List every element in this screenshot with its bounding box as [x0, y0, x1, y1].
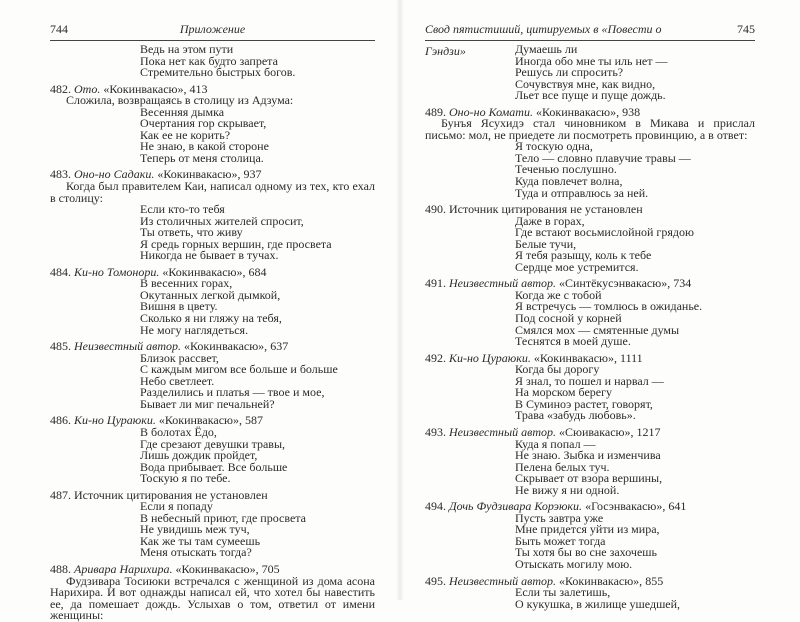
- poem-line: Я знал, то пошел и нарвал —: [515, 373, 664, 388]
- entry-author: Ки-но Цураюки.: [449, 350, 531, 365]
- poem-stanza: [50, 204, 375, 262]
- poem-entry-487: [50, 487, 375, 560]
- poem-line: Если кто-то тебя: [140, 202, 225, 217]
- poem-line: Я тоскую одна,: [515, 139, 593, 154]
- left-running-header: [50, 18, 375, 41]
- poem-line: В болотах Ёдо,: [140, 424, 217, 439]
- poem-line: О кукушка, в жилище ушедшей,: [515, 596, 681, 611]
- poem-line: Теченью послушно.: [515, 162, 617, 177]
- entry-ref: 641: [668, 499, 687, 514]
- poem-entry-488: [50, 561, 375, 622]
- poem-line: Я средь горных вершин, где просвета: [140, 236, 332, 251]
- poem-line: Я тебя разыщу, коль к тебе: [515, 248, 652, 263]
- poem-entry-489: [425, 104, 755, 200]
- poem-entry-486: [50, 415, 375, 484]
- right-page-body: [425, 44, 755, 610]
- entry-source: «Кокинвакасю»,: [175, 561, 259, 576]
- poem-entry-490: [425, 204, 755, 273]
- entry-author: Ки-но Цураюки.: [74, 413, 156, 428]
- entry-source: «Кокинвакасю»,: [103, 81, 187, 96]
- poem-line: Пусть завтра уже: [515, 510, 604, 525]
- poem-line: Сочувствуя мне, как видно,: [515, 76, 656, 91]
- poem-line: Сколько я ни гляжу на тебя,: [140, 311, 282, 326]
- entry-source: «Кокинвакасю»,: [535, 104, 620, 119]
- entry-number: 490.: [425, 202, 446, 217]
- entry-ref: 705: [261, 561, 280, 576]
- poem-line: Сердце мое устремится.: [515, 259, 639, 274]
- entry-author: Оно-но Садаки.: [74, 167, 155, 182]
- poem-line: Быть может тогда: [515, 533, 606, 548]
- poem-stanza: [425, 44, 755, 102]
- right-page: [400, 0, 800, 611]
- poem-line: Смялся мох — смятенные думы: [515, 322, 680, 337]
- entry-number: 491.: [425, 276, 446, 291]
- entry-number: 483.: [50, 167, 71, 182]
- entry-ref: 637: [270, 339, 289, 354]
- poem-line: Очертания гор скрывает,: [140, 116, 267, 131]
- poem-entry-491: [425, 278, 755, 347]
- entry-author: Неизвестный автор.: [449, 276, 556, 291]
- left-page-body: [50, 44, 375, 622]
- entry-number: 486.: [50, 413, 71, 428]
- entry-author: Неизвестный автор.: [449, 424, 556, 439]
- poem-line: Льет все пуще и пуще дождь.: [515, 88, 666, 103]
- poem-line: Окутанных легкой дымкой,: [140, 287, 281, 302]
- poem-stanza: [425, 587, 755, 610]
- poem-line: В небесный приют, где просвета: [140, 510, 306, 525]
- poem-line: Где срезают девушки травы,: [140, 436, 286, 451]
- entry-author: Аривара Нарихира.: [74, 561, 173, 576]
- poem-entry-493: [425, 424, 755, 497]
- poem-stanza: [425, 436, 755, 497]
- poem-stanza: [50, 44, 375, 79]
- poem-line: Если я попаду: [140, 499, 213, 514]
- poem-line: Не знаю, в какой стороне: [140, 139, 269, 154]
- poem-line: Теперь от меня столица.: [140, 150, 264, 165]
- entry-number: 487.: [50, 487, 71, 502]
- poem-line: Как ее не корить?: [140, 127, 231, 142]
- entry-source: «Госэнвакасю»,: [585, 499, 666, 514]
- poem-line: Не могу наглядеться.: [140, 322, 249, 337]
- poem-line: Близок рассвет,: [140, 350, 219, 365]
- entry-preface: Бунъя Ясухидэ стал чиновником в Микава и прислал письмо: мол, не приедете ли посмотреть провинцию, а в ответ:: [425, 116, 755, 142]
- poem-line: Где встают восьмислойной грядою: [515, 225, 694, 240]
- poem-line: Ты ответь, что живу: [140, 225, 243, 240]
- entry-author: Оно-но Комати.: [449, 104, 533, 119]
- entry-author: Дочь Фудзивара Корэюки.: [449, 499, 583, 514]
- continued-poem: [425, 44, 755, 102]
- entry-author: Ки-но Томонори.: [74, 264, 160, 279]
- poem-line: Теснятся в моей душе.: [515, 334, 631, 349]
- entry-source: «Сюивакасю»,: [559, 424, 634, 439]
- poem-line: Бывает ли миг печальней?: [140, 396, 275, 411]
- entry-heading: [425, 204, 755, 216]
- entry-number: 494.: [425, 499, 446, 514]
- right-running-head: Свод пятистиший, цитируемых в «Повести о Гэндзи»: [425, 22, 662, 58]
- entry-ref: 937: [243, 167, 262, 182]
- poem-line: Пока нет как будто запрета: [140, 53, 278, 68]
- entry-ref: 855: [645, 573, 664, 588]
- poem-line: Куда повлечет волна,: [515, 174, 623, 189]
- entry-source: «Кокинвакасю»,: [162, 264, 246, 279]
- poem-entry-495: [425, 573, 755, 611]
- poem-entry-492: [425, 350, 755, 423]
- poem-line: Лишь дождик пройдет,: [140, 448, 258, 463]
- poem-stanza: [50, 501, 375, 559]
- poem-line: Как же ты там сумеешь: [140, 533, 261, 548]
- entry-source: «Кокинвакасю»,: [533, 350, 618, 365]
- poem-entry-482: [50, 81, 375, 165]
- poem-line: Отыскать могилу мою.: [515, 556, 633, 571]
- poem-line: С каждым мигом все больше и больше: [140, 362, 338, 377]
- poem-line: Никогда не бывает в тучах.: [140, 248, 279, 263]
- poem-line: Даже в горах,: [515, 213, 585, 228]
- poem-line: Думаешь ли: [515, 42, 578, 56]
- entry-number: 484.: [50, 264, 71, 279]
- poem-line: Ведь на этом пути: [140, 42, 234, 56]
- entry-number: 488.: [50, 561, 71, 576]
- poem-line: Под сосной у корней: [515, 311, 622, 326]
- poem-line: Когда бы дорогу: [515, 362, 600, 377]
- entry-ref: 938: [622, 104, 641, 119]
- poem-line: Белые тучи,: [515, 236, 577, 251]
- entry-source: «Кокинвакасю»,: [157, 167, 241, 182]
- poem-line: Вода прибывает. Все больше: [140, 459, 288, 474]
- poem-line: Мне придется уйти из мира,: [515, 522, 660, 537]
- poem-line: Вишня в цвету.: [140, 299, 218, 314]
- poem-stanza: [50, 424, 375, 486]
- poem-line: В Суминоэ растет, говорят,: [515, 396, 653, 411]
- poem-stanza: [50, 104, 375, 165]
- entry-number: 485.: [50, 339, 71, 354]
- entry-author: Неизвестный автор.: [74, 339, 181, 354]
- entry-source: «Кокинвакасю»,: [559, 573, 643, 588]
- entry-preface: Сложила, возвращаясь в столицу из Адзума:: [66, 93, 294, 108]
- entry-source: Источник цитирования не установлен: [74, 487, 268, 502]
- poem-line: Весенняя дымка: [140, 104, 225, 119]
- left-page-number: 744: [50, 22, 68, 36]
- poem-line: Меня отыскать тогда?: [140, 545, 252, 560]
- poem-line: Решусь ли спросить?: [515, 65, 624, 80]
- poem-line: Ты хотя бы во сне захочешь: [515, 545, 657, 560]
- entry-ref: 413: [189, 81, 208, 96]
- entry-source: «Кокинвакасю»,: [184, 339, 268, 354]
- poem-line: Тело — словно плавучие травы —: [515, 150, 691, 165]
- poem-stanza: [425, 510, 755, 571]
- poem-line: Иногда обо мне ты иль нет —: [515, 53, 668, 68]
- entry-ref: 1217: [636, 424, 661, 439]
- continued-poem: [50, 44, 375, 79]
- entry-number: 492.: [425, 350, 446, 365]
- poem-line: Скрывает от взора вершины,: [515, 471, 663, 486]
- left-running-head: Приложение: [179, 22, 246, 36]
- poem-entry-484: [50, 264, 375, 337]
- poem-line: Пелена белых туч.: [515, 459, 610, 474]
- poem-line: В весенних горах,: [140, 276, 233, 291]
- poem-entry-494: [425, 501, 755, 570]
- poem-line: Трава «забудь любовь».: [515, 408, 636, 423]
- poem-line: Когда же с тобой: [515, 287, 602, 302]
- entry-ref: 1111: [620, 350, 643, 365]
- entry-ref: 587: [245, 413, 264, 428]
- poem-line: Не увидишь меж туч,: [140, 522, 250, 537]
- poem-line: Разделились и платья — твое и мое,: [140, 385, 325, 400]
- entry-number: 493.: [425, 424, 446, 439]
- poem-stanza: [425, 141, 755, 199]
- poem-line: Небо светлеет.: [140, 373, 215, 388]
- entry-ref: 734: [673, 276, 692, 291]
- poem-line: Стремительно быстрых богов.: [140, 65, 296, 80]
- poem-line: Я встречусь — томлюсь в ожиданье.: [515, 299, 703, 314]
- right-page-number: 745: [737, 22, 755, 36]
- entry-preface: Фудзивара Тосиюки встречался с женщиной из дома асона Нарихира. И вот однажды написал ей, что хотел бы навестить ее, да помешает дождь. Услыхав о том, ответил от имени женщины:: [50, 573, 375, 622]
- entry-source: Источник цитирования не установлен: [449, 202, 643, 217]
- poem-stanza: [425, 364, 755, 422]
- poem-entry-483: [50, 169, 375, 261]
- entry-source: «Синтёкусэнвакасю»,: [559, 276, 671, 291]
- entry-number: 489.: [425, 104, 446, 119]
- poem-stanza: [50, 278, 375, 336]
- poem-line: Если ты залетишь,: [515, 585, 611, 600]
- poem-stanza: [425, 287, 755, 349]
- entry-number: 495.: [425, 573, 446, 588]
- poem-line: Не вижу я ни одной.: [515, 482, 620, 497]
- poem-line: Туда и отправлюсь за ней.: [515, 185, 649, 200]
- entry-author: Неизвестный автор.: [449, 573, 556, 588]
- poem-entry-485: [50, 341, 375, 410]
- poem-line: На морском берегу: [515, 385, 613, 400]
- poem-line: Тоскую я по тебе.: [140, 471, 231, 486]
- entry-ref: 684: [248, 264, 267, 279]
- poem-line: Не знаю. Зыбка и изменчива: [515, 448, 661, 463]
- entry-source: «Кокинвакасю»,: [158, 413, 243, 428]
- poem-stanza: [425, 213, 755, 274]
- poem-stanza: [50, 350, 375, 411]
- poem-line: Куда я попал —: [515, 436, 596, 451]
- poem-line: Из столичных жителей спросит,: [140, 213, 304, 228]
- entry-preface: Когда был правителем Каи, написал одному из тех, кто ехал в столицу:: [50, 179, 375, 205]
- entry-author: Ото.: [74, 81, 101, 96]
- entry-number: 482.: [50, 81, 71, 96]
